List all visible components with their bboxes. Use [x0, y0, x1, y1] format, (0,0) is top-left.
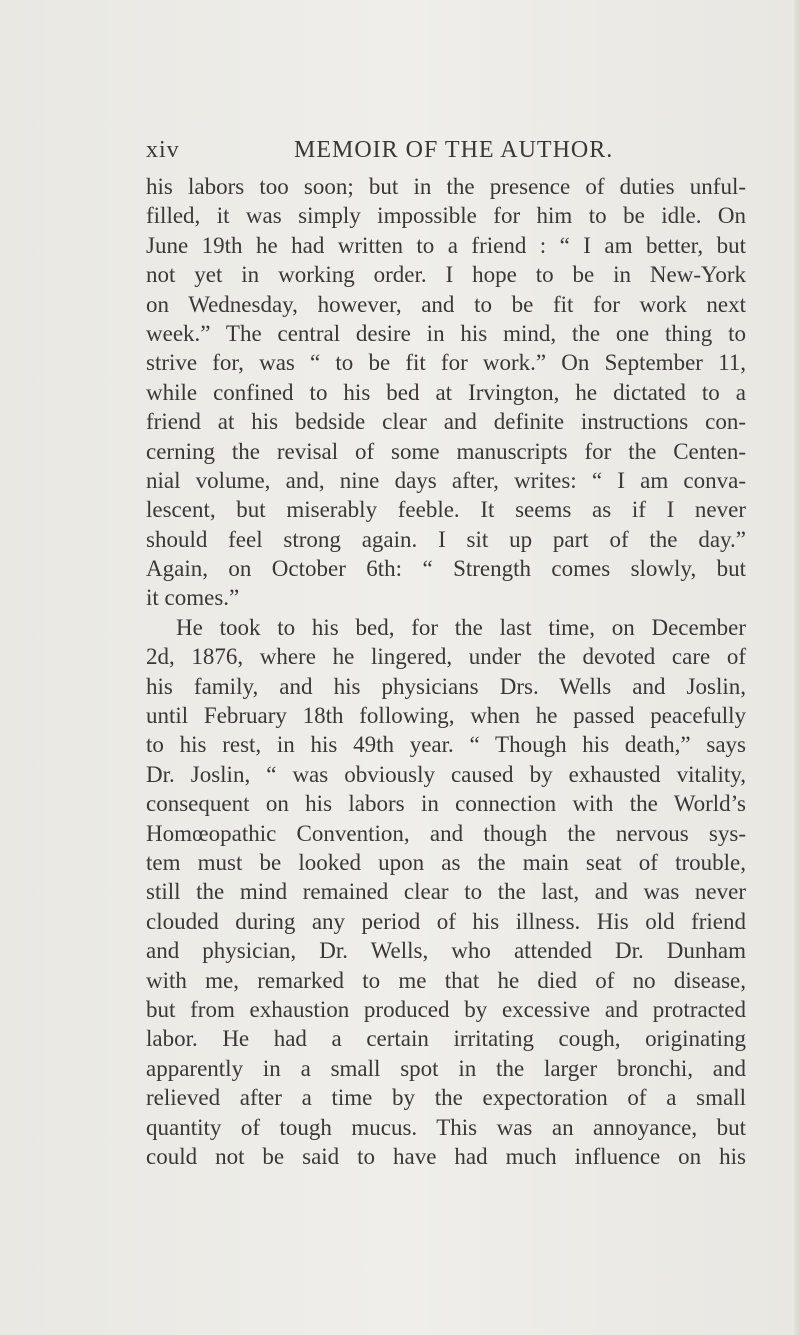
text-line: could not be said to have had much influence on his — [146, 1143, 746, 1169]
text-line: his labors too soon; but in the presence of duties unful- — [146, 174, 746, 199]
text-line: it comes.” — [146, 585, 240, 611]
text-line: lescent, but miserably feeble. It seems as if I never — [146, 497, 746, 523]
text-line: cerning the revisal of some manuscripts for the Centen- — [146, 438, 746, 464]
text-line: He took to his bed, for the last time, on December — [176, 614, 746, 640]
text-line: his family, and his physicians Drs. Wells and Joslin, — [146, 673, 746, 699]
page-number: xiv — [146, 137, 180, 163]
text-line: filled, it was simply impossible for him to be idle. On — [146, 203, 746, 229]
text-line: until February 18th following, when he passed peacefully — [146, 703, 746, 729]
text-line: Dr. Joslin, “ was obviously caused by exhausted vitality, — [146, 761, 746, 787]
page-edge — [794, 0, 800, 1335]
text-line: while confined to his bed at Irvington, he dictated to a — [146, 379, 746, 405]
text-line: should feel strong again. I sit up part of the day.” — [146, 526, 746, 552]
text-line: labor. He had a certain irritating cough, originating — [146, 1026, 746, 1052]
text-line: nial volume, and, nine days after, writes: “ I am conva- — [146, 467, 746, 493]
text-line: with me, remarked to me that he died of no disease, — [146, 967, 746, 993]
text-line: quantity of tough mucus. This was an annoyance, but — [146, 1114, 746, 1140]
text-line: to his rest, in his 49th year. “ Though his death,” says — [146, 732, 746, 758]
text-line: not yet in working order. I hope to be in New-York — [146, 262, 746, 288]
text-line: clouded during any period of his illness. His old friend — [146, 908, 746, 934]
text-line: Again, on October 6th: “ Strength comes slowly, but — [146, 556, 746, 582]
text-line: strive for, was “ to be fit for work.” On September 11, — [146, 350, 746, 376]
text-line: apparently in a small spot in the larger bronchi, and — [146, 1055, 746, 1081]
text-line: tem must be looked upon as the main seat of trouble, — [146, 849, 746, 875]
text-line: still the mind remained clear to the last, and was never — [146, 879, 746, 905]
text-line: June 19th he had written to a friend : “ I am better, but — [146, 232, 746, 258]
text-line: but from exhaustion produced by excessive and protracted — [146, 996, 746, 1022]
text-line: on Wednesday, however, and to be fit for work next — [146, 291, 746, 317]
text-line: friend at his bedside clear and definite instructions con- — [146, 409, 746, 435]
page-header — [146, 137, 666, 171]
text-line: consequent on his labors in connection with the World’s — [146, 791, 746, 817]
text-line: Homœopathic Convention, and though the nervous sys- — [146, 820, 746, 846]
running-head: MEMOIR OF THE AUTHOR. — [294, 137, 614, 163]
text-line: and physician, Dr. Wells, who attended Dr. Dunham — [146, 938, 746, 964]
body-text — [146, 172, 746, 1171]
text-line: week.” The central desire in his mind, the one thing to — [146, 320, 746, 346]
text-line: 2d, 1876, where he lingered, under the devoted care of — [146, 644, 746, 670]
text-line: relieved after a time by the expectoration of a small — [146, 1085, 746, 1111]
